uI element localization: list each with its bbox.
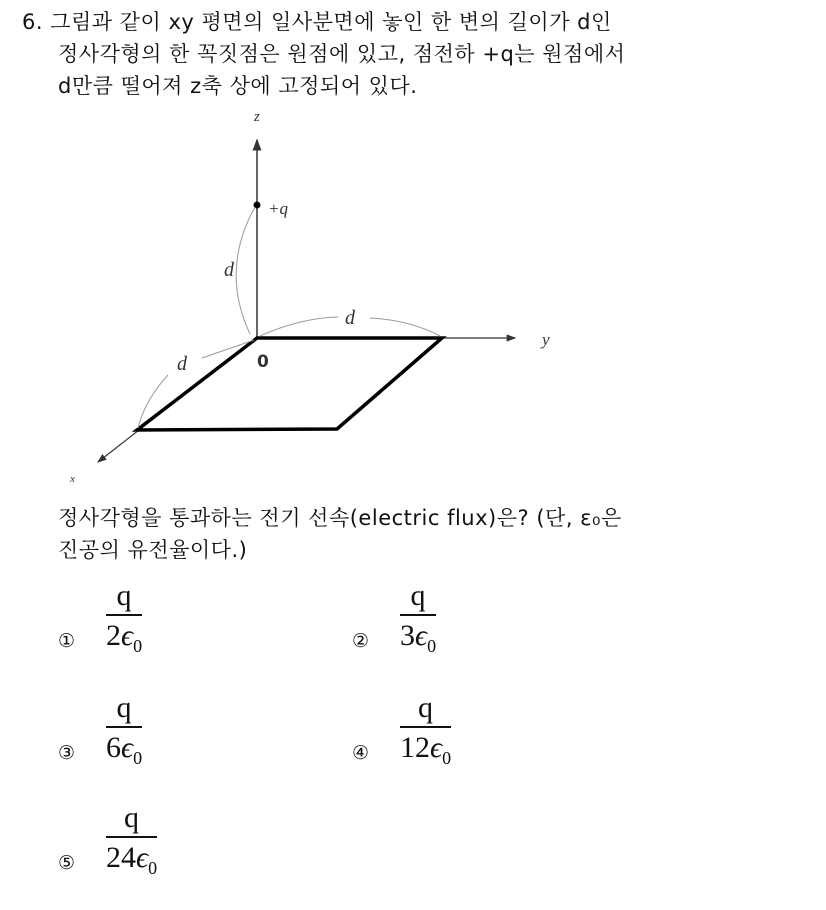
prompt-line-1: 정사각형을 통과하는 전기 선속(electric flux)은? (단, ε₀은 [58, 506, 622, 530]
denominator: $2\epsilon_0$ [106, 619, 143, 656]
x-label: x [70, 473, 75, 485]
option-number: ② [352, 630, 370, 652]
numerator: q [106, 800, 157, 838]
denominator: $24\epsilon_0$ [106, 841, 158, 878]
prompt-line-2: 진공의 유전율이다.) [58, 538, 248, 562]
denominator: $6\epsilon_0$ [106, 731, 143, 768]
d-label-z: d [224, 259, 234, 281]
z-label: z [254, 109, 260, 125]
d-label-y: d [345, 307, 355, 329]
option-fraction [400, 690, 451, 778]
denominator: $12\epsilon_0$ [400, 731, 452, 768]
question-line-2: 정사각형의 한 꼭짓점은 원점에 있고, 점전하 +q는 원점에서 [58, 42, 626, 66]
y-label: y [542, 330, 550, 349]
option-fraction [106, 800, 157, 888]
origin-label: 0 [257, 352, 269, 372]
square [137, 338, 442, 430]
option-fraction [106, 578, 142, 666]
d-label-x: d [177, 353, 187, 375]
option-number: ⑤ [58, 852, 76, 874]
numerator: q [400, 578, 436, 616]
numerator: q [400, 690, 451, 728]
denominator: $3\epsilon_0$ [400, 619, 437, 656]
numerator: q [106, 578, 142, 616]
charge-label: +q [268, 199, 288, 218]
numerator: q [106, 690, 142, 728]
question-line-3: d만큼 떨어져 z축 상에 고정되어 있다. [58, 74, 418, 98]
d-arc-z [236, 207, 255, 334]
question-line-1: 6. 그림과 같이 xy 평면의 일사분면에 놓인 한 변의 길이가 d인 [22, 10, 612, 34]
option-number: ③ [58, 742, 76, 764]
option-fraction [106, 690, 142, 778]
option-fraction [400, 578, 436, 666]
option-number: ① [58, 630, 76, 652]
option-number: ④ [352, 742, 370, 764]
